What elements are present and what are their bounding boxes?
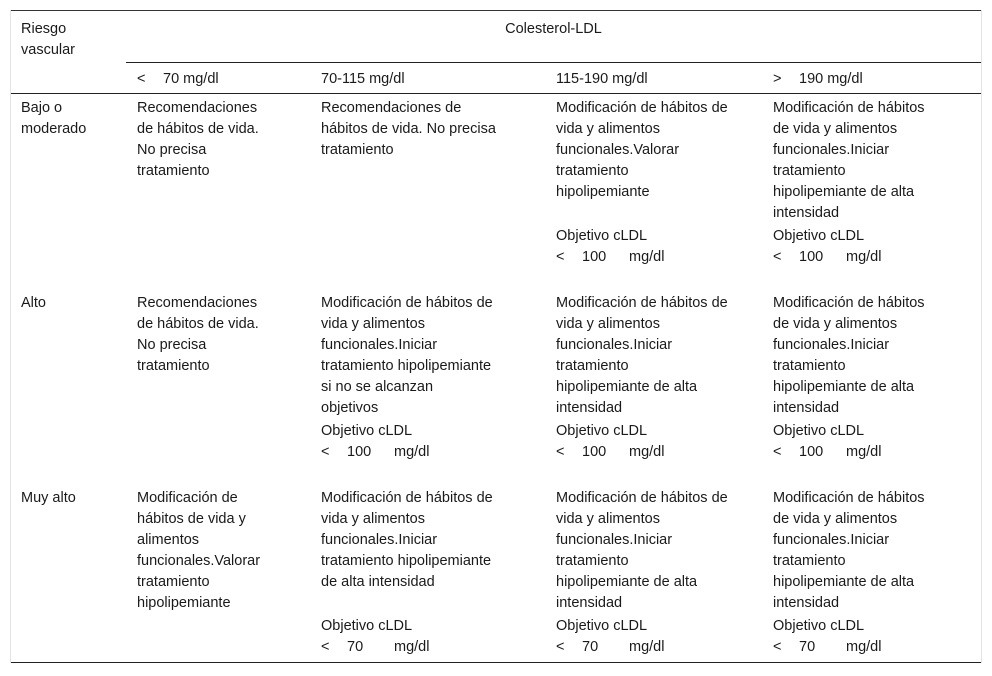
cell-line: tratamiento hipolipemiante (321, 553, 492, 569)
goal-value (556, 442, 664, 463)
goal-operator: < (321, 444, 330, 460)
goal-number: 70 (347, 639, 364, 655)
goal-unit: mg/dl (629, 639, 665, 655)
cell-line: No precisa (137, 142, 207, 158)
recommendation-cell (773, 488, 925, 614)
cell-line: de vida y alimentos (773, 121, 898, 137)
cell-line: tratamiento (773, 553, 846, 569)
ldl-goal (556, 616, 664, 658)
recommendation-cell (137, 98, 259, 182)
cell-line: Modificación de hábitos de (321, 490, 493, 506)
cell-line: vida y alimentos (556, 121, 660, 137)
goal-unit: mg/dl (846, 639, 882, 655)
ldl-goal (321, 421, 429, 463)
cell-line: funcionales.Iniciar (773, 532, 890, 548)
cell-line: Modificación de hábitos de (556, 100, 728, 116)
goal-value (556, 637, 664, 658)
recommendation-cell (556, 98, 728, 203)
risk-column-header (21, 19, 75, 61)
cell-line: intensidad (773, 205, 840, 221)
goal-unit: mg/dl (394, 639, 430, 655)
range-header-2 (321, 69, 405, 90)
range-text: 190 mg/dl (799, 71, 863, 87)
recommendation-cell (137, 293, 259, 377)
cell-line: hipolipemiante de alta (773, 574, 915, 590)
goal-label: Objetivo cLDL (773, 228, 865, 244)
cell-line: intensidad (773, 595, 840, 611)
ldl-risk-table (10, 10, 982, 663)
cell-line: hipolipemiante de alta (773, 379, 915, 395)
cell-line: Modificación de hábitos (773, 100, 925, 116)
recommendation-cell (556, 293, 728, 419)
cell-line: vida y alimentos (556, 511, 660, 527)
goal-value (556, 247, 664, 268)
cell-line: tratamiento (556, 553, 629, 569)
range-header-4 (773, 69, 863, 90)
cell-line: Modificación de hábitos de (321, 295, 493, 311)
ldl-goal (773, 226, 881, 268)
goal-value (773, 637, 881, 658)
cell-line: Modificación de hábitos de (556, 295, 728, 311)
ldl-goal (773, 421, 881, 463)
cell-line: tratamiento (137, 163, 210, 179)
range-text: 70 mg/dl (163, 71, 219, 87)
range-text: 115-190 mg/dl (556, 71, 648, 87)
goal-label: Objetivo cLDL (773, 423, 865, 439)
cell-line: funcionales.Valorar (137, 553, 261, 569)
ldl-goal (321, 616, 429, 658)
header-sub-rule (126, 62, 981, 63)
cell-line: si no se alcanzan (321, 379, 434, 395)
goal-unit: mg/dl (629, 444, 665, 460)
cell-line: hipolipemiante de alta (773, 184, 915, 200)
cell-line: vida y alimentos (556, 316, 660, 332)
cell-line: funcionales.Iniciar (773, 142, 890, 158)
cell-line: de vida y alimentos (773, 511, 898, 527)
range-header-1 (137, 69, 219, 90)
cell-line: funcionales.Iniciar (556, 337, 673, 353)
cell-line: tratamiento (556, 163, 629, 179)
cell-line: Modificación de hábitos (773, 490, 925, 506)
cell-line: funcionales.Iniciar (556, 532, 673, 548)
cell-line: de alta intensidad (321, 574, 435, 590)
cell-line: funcionales.Valorar (556, 142, 680, 158)
cell-line: hipolipemiante de alta (556, 379, 698, 395)
recommendation-cell (321, 293, 493, 419)
cell-line: Modificación de (137, 490, 238, 506)
goal-label: Objetivo cLDL (321, 423, 413, 439)
cell-line: tratamiento hipolipemiante (321, 358, 492, 374)
recommendation-cell (556, 488, 728, 614)
ldl-goal (556, 226, 664, 268)
goal-number: 100 (799, 249, 824, 265)
goal-operator: < (556, 444, 565, 460)
cell-line: Recomendaciones de (321, 100, 462, 116)
cell-line: de hábitos de vida. (137, 121, 259, 137)
cell-line: tratamiento (773, 163, 846, 179)
cell-line: Alto (21, 295, 46, 311)
cell-line: tratamiento (137, 358, 210, 374)
recommendation-cell (773, 98, 925, 224)
ldl-goal (556, 421, 664, 463)
cell-line: funcionales.Iniciar (321, 532, 438, 548)
goal-unit: mg/dl (846, 249, 882, 265)
header-line: Riesgo (21, 21, 67, 37)
table-bottom-rule (11, 662, 981, 663)
cell-line: moderado (21, 121, 87, 137)
cell-line: vida y alimentos (321, 511, 425, 527)
cell-line: hipolipemiante (556, 184, 650, 200)
header-line: vascular (21, 42, 75, 58)
cell-line: hábitos de vida. No precisa (321, 121, 496, 137)
recommendation-cell (321, 488, 493, 593)
cell-line: objetivos (321, 400, 379, 416)
goal-operator: < (773, 444, 782, 460)
range-text: 70-115 mg/dl (321, 71, 405, 87)
goal-label: Objetivo cLDL (556, 618, 648, 634)
cell-line: tratamiento (556, 358, 629, 374)
goal-number: 70 (799, 639, 816, 655)
cell-line: funcionales.Iniciar (321, 337, 438, 353)
cell-line: hipolipemiante de alta (556, 574, 698, 590)
goal-operator: < (556, 249, 565, 265)
cell-line: tratamiento (773, 358, 846, 374)
cell-line: Bajo o (21, 100, 63, 116)
cell-line: vida y alimentos (321, 316, 425, 332)
cell-line: de vida y alimentos (773, 316, 898, 332)
goal-operator: < (773, 639, 782, 655)
risk-level-cell (21, 293, 46, 314)
recommendation-cell (773, 293, 925, 419)
goal-value (321, 442, 429, 463)
goal-value (773, 442, 881, 463)
goal-label: Objetivo cLDL (773, 618, 865, 634)
cell-line: funcionales.Iniciar (773, 337, 890, 353)
cell-line: intensidad (556, 595, 623, 611)
cell-line: Recomendaciones (137, 295, 258, 311)
goal-number: 100 (347, 444, 372, 460)
goal-value (773, 247, 881, 268)
goal-unit: mg/dl (394, 444, 430, 460)
goal-number: 70 (582, 639, 599, 655)
goal-label: Objetivo cLDL (556, 423, 648, 439)
goal-number: 100 (799, 444, 824, 460)
cell-line: tratamiento (321, 142, 394, 158)
cell-line: Modificación de hábitos de (556, 490, 728, 506)
range-operator: < (137, 71, 146, 87)
range-operator: > (773, 71, 782, 87)
cell-line: tratamiento (137, 574, 210, 590)
table-top-rule (11, 10, 981, 11)
cell-line: intensidad (773, 400, 840, 416)
cell-line: Modificación de hábitos (773, 295, 925, 311)
recommendation-cell (321, 98, 496, 161)
risk-level-cell (21, 488, 76, 509)
header-bottom-rule (11, 93, 981, 94)
goal-operator: < (556, 639, 565, 655)
goal-unit: mg/dl (629, 249, 665, 265)
cell-line: Recomendaciones (137, 100, 258, 116)
cell-line: No precisa (137, 337, 207, 353)
cell-line: hábitos de vida y (137, 511, 246, 527)
goal-label: Objetivo cLDL (321, 618, 413, 634)
ldl-goal (773, 616, 881, 658)
ldl-group-header: Colesterol-LDL (505, 21, 602, 37)
range-header-3 (556, 69, 648, 90)
cell-line: Muy alto (21, 490, 76, 506)
goal-number: 100 (582, 444, 607, 460)
risk-level-cell (21, 98, 86, 140)
cell-line: hipolipemiante (137, 595, 231, 611)
recommendation-cell (137, 488, 260, 614)
goal-operator: < (321, 639, 330, 655)
goal-number: 100 (582, 249, 607, 265)
goal-label: Objetivo cLDL (556, 228, 648, 244)
cell-line: intensidad (556, 400, 623, 416)
goal-unit: mg/dl (846, 444, 882, 460)
goal-value (321, 637, 429, 658)
goal-operator: < (773, 249, 782, 265)
cell-line: alimentos (137, 532, 200, 548)
cell-line: de hábitos de vida. (137, 316, 259, 332)
